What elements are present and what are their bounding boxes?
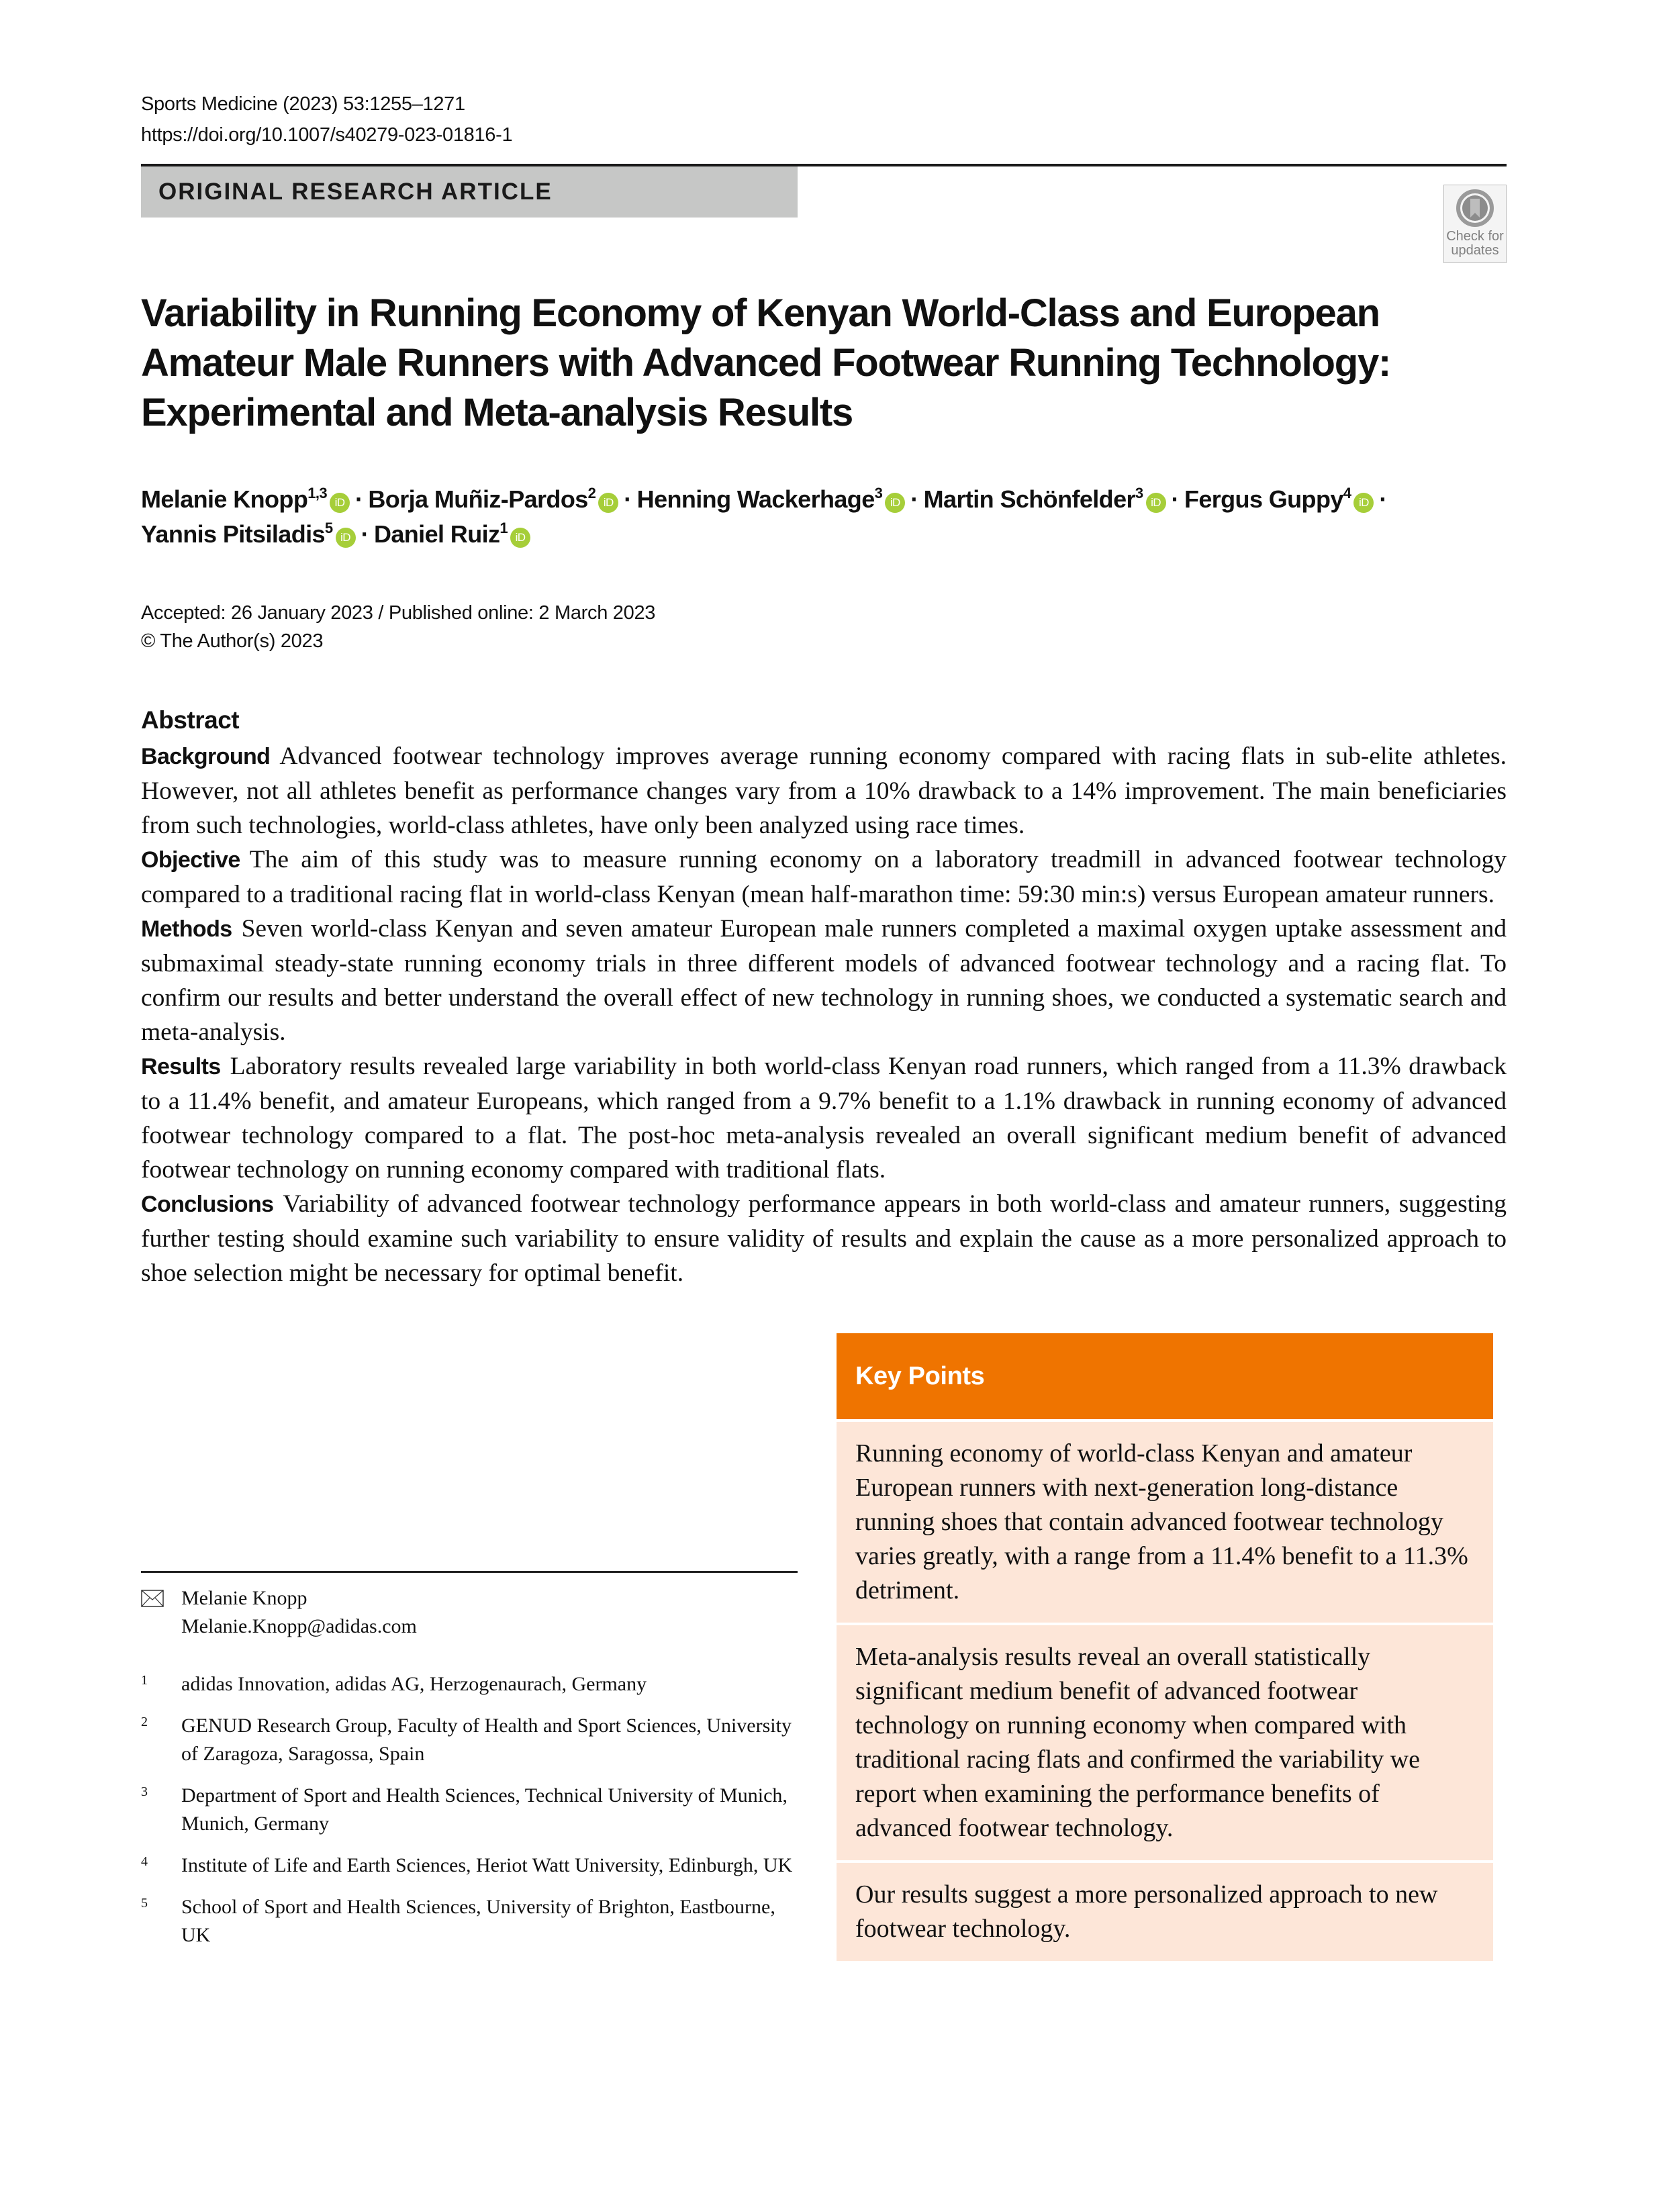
section-text: Laboratory results revealed large variability in both world-class Kenyan road runners, which ranged from a 11.3% drawback to a 11.4% benefit, and amateur Europeans, which ranged from a 9.7% benefit to a 1.1% drawback in running economy of advanced footwear technology compared to a flat. The post-hoc meta-analysis revealed an overall significant medium benefit of advanced footwear technology on running economy compared with traditional flats. — [141, 1053, 1507, 1184]
corresponding-author-name: Melanie Knopp — [181, 1587, 307, 1609]
abstract-results — [141, 1049, 1507, 1187]
article-type-banner: ORIGINAL RESEARCH ARTICLE — [141, 166, 798, 218]
affiliation-item — [141, 1670, 798, 1698]
key-point-item: Our results suggest a more personalized approach to new footwear technology. — [837, 1863, 1493, 1961]
author-name[interactable]: Melanie Knopp — [141, 485, 308, 513]
affiliation-text: School of Sport and Health Sciences, University of Brighton, Eastbourne, UK — [181, 1896, 775, 1946]
section-label: Conclusions — [141, 1192, 274, 1217]
author-separator: · — [1379, 485, 1387, 513]
doi-link[interactable]: https://doi.org/10.1007/s40279-023-01816-1 — [141, 124, 513, 146]
crossmark-icon — [1456, 189, 1494, 227]
author-separator: · — [361, 520, 369, 548]
article-title — [141, 289, 1507, 438]
orcid-icon[interactable]: iD — [598, 493, 618, 513]
envelope-icon — [141, 1590, 164, 1607]
author-name[interactable]: Yannis Pitsiladis — [141, 520, 325, 548]
orcid-icon[interactable]: iD — [1146, 493, 1166, 513]
author-separator: · — [355, 485, 363, 513]
author-separator: · — [624, 485, 632, 513]
affiliation-item — [141, 1782, 798, 1838]
section-label: Background — [141, 744, 271, 769]
affiliation-item — [141, 1893, 798, 1950]
section-text: Variability of advanced footwear technology performance appears in both world-class and amateur runners, suggesting further testing should examine such variability to ensure validity of results and explain the cause as a more personalized approach to shoe selection might be necessary for optimal benefit. — [141, 1190, 1507, 1287]
journal-header — [141, 89, 512, 150]
affiliation-item — [141, 1712, 798, 1768]
affiliation-text: adidas Innovation, adidas AG, Herzogenaurach, Germany — [181, 1673, 647, 1695]
abstract-objective — [141, 843, 1507, 912]
author-separator: · — [910, 485, 918, 513]
abstract-heading: Abstract — [141, 706, 240, 734]
affiliation-number: 4 — [141, 1854, 148, 1869]
key-point-item: Running economy of world-class Kenyan and amateur European runners with next-generation long-distance running shoes that contain advanced footwear technology varies greatly, with a range from a 11.4% benefit to a 11.3% detriment. — [837, 1422, 1493, 1623]
abstract-section — [141, 702, 1507, 1290]
orcid-icon[interactable]: iD — [330, 493, 350, 513]
affiliation-text: Department of Sport and Health Sciences, Technical University of Munich, Munich, Germany — [181, 1784, 788, 1835]
check-updates-line2: updates — [1451, 243, 1499, 258]
author-affiliation: 2 — [587, 485, 596, 501]
author-affiliation: 4 — [1343, 485, 1351, 501]
affiliation-item — [141, 1852, 798, 1880]
orcid-icon[interactable]: iD — [510, 528, 530, 548]
orcid-icon[interactable]: iD — [1353, 493, 1374, 513]
check-for-updates-button[interactable] — [1443, 185, 1507, 263]
author-list — [141, 482, 1511, 552]
footnote-rule — [141, 1571, 798, 1573]
section-text: Advanced footwear technology improves average running economy compared with racing flats in sub-elite athletes. However, not all athletes benefit as performance changes vary from a 10% drawback to a 14% improvement. The main beneficiaries from such technologies, world-class athletes, have only been analyzed using race times. — [141, 742, 1507, 839]
author-affiliation: 1,3 — [307, 485, 328, 501]
affiliation-number: 1 — [141, 1673, 148, 1688]
section-label: Objective — [141, 847, 240, 873]
affiliation-text: GENUD Research Group, Faculty of Health and Sport Sciences, University of Zaragoza, Saragossa, Spain — [181, 1715, 792, 1765]
accepted-published-dates: Accepted: 26 January 2023 / Published online: 2 March 2023 — [141, 602, 656, 624]
affiliation-number: 5 — [141, 1896, 148, 1911]
publication-dates — [141, 599, 655, 655]
abstract-conclusions — [141, 1187, 1507, 1290]
affiliation-text: Institute of Life and Earth Sciences, Heriot Watt University, Edinburgh, UK — [181, 1854, 793, 1876]
affiliations-list — [141, 1670, 798, 1963]
key-points-box — [837, 1333, 1493, 1961]
key-points-heading: Key Points — [837, 1333, 1493, 1419]
check-updates-line1: Check for — [1446, 229, 1504, 244]
orcid-icon[interactable]: iD — [336, 528, 356, 548]
author-separator: · — [1171, 485, 1179, 513]
author-name[interactable]: Henning Wackerhage — [636, 485, 875, 513]
section-text: Seven world-class Kenyan and seven amateur European male runners completed a maximal oxygen uptake assessment and submaximal steady-state running economy trials in three different models of advanced footwear technology and a racing flat. To confirm our results and better understand the overall effect of new technology in running shoes, we conducted a systematic search and meta-analysis. — [141, 915, 1507, 1046]
author-line-2 — [141, 517, 1511, 552]
section-text: The aim of this study was to measure running economy on a laboratory treadmill in advanced footwear technology compared to a traditional racing flat in world-class Kenyan (mean half-marathon time: 59:30 min:s) versus European amateur runners. — [141, 846, 1507, 908]
title-line-3: Experimental and Meta-analysis Results — [141, 391, 853, 434]
corresponding-author — [141, 1584, 798, 1641]
author-name[interactable]: Borja Muñiz-Pardos — [368, 485, 588, 513]
section-label: Results — [141, 1054, 221, 1079]
abstract-background — [141, 739, 1507, 843]
author-affiliation: 3 — [1135, 485, 1143, 501]
journal-citation: Sports Medicine (2023) 53:1255–1271 — [141, 93, 465, 115]
orcid-icon[interactable]: iD — [885, 493, 905, 513]
author-affiliation: 5 — [324, 520, 333, 536]
author-affiliation: 1 — [500, 520, 508, 536]
corresponding-author-email[interactable]: Melanie.Knopp@adidas.com — [181, 1615, 417, 1637]
section-label: Methods — [141, 916, 232, 942]
title-line-2: Amateur Male Runners with Advanced Footwear Running Technology: — [141, 341, 1391, 385]
affiliation-number: 3 — [141, 1784, 148, 1799]
author-line-1 — [141, 482, 1511, 517]
key-point-item: Meta-analysis results reveal an overall statistically significant medium benefit of advanced footwear technology on running economy when compared with traditional racing flats and confirmed the variability we report when examining the performance benefits of advanced footwear technology. — [837, 1625, 1493, 1860]
author-affiliation: 3 — [874, 485, 883, 501]
copyright-notice: © The Author(s) 2023 — [141, 630, 324, 652]
abstract-methods — [141, 912, 1507, 1049]
author-name[interactable]: Fergus Guppy — [1184, 485, 1343, 513]
title-line-1: Variability in Running Economy of Kenyan World-Class and European — [141, 291, 1380, 335]
author-name[interactable]: Daniel Ruiz — [373, 520, 500, 548]
author-name[interactable]: Martin Schönfelder — [923, 485, 1135, 513]
affiliation-number: 2 — [141, 1715, 148, 1729]
